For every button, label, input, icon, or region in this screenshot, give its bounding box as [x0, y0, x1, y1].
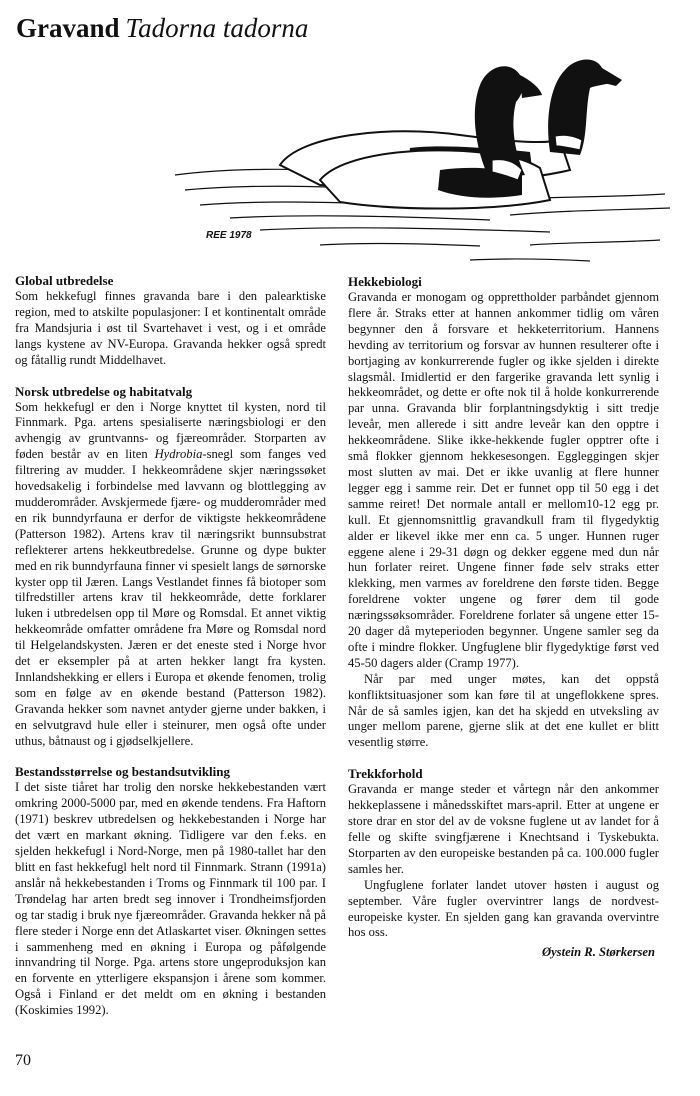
section-paragraph: Gravanda er monogam og opprettholder parbåndet gjennom flere år. Straks etter at hannen ankommer tidlig om våren begynner den å forsvare et hekketerritorium. Hannens hevding av territorium og forsvar av hunnen resulterer ofte i bortjaging av konkurrerende fugler og ikke sjelden i direkte slagsmål. Imidlertid er den fargerike gravanda lett synlig i hekkeområdet, og dette er ofte nok til å holde konkurrerende par unna. Gravanda blir forplantningsdyktig i sitt tredje leveår, men allerede i sitt andre leveår kan den opptre i hekkeområdene. Slike ikke-hekkende fugler opptrer ofte i små flokker gjennom hekkesesongen. Eggleggingen skjer most slutten av mai. Det er ikke uvanlig at flere hunner legger egg i samme reir. Det er funnet opp til 50 egg i det samme reiret! Det normale antall er mellom10-12 egg pr. kull. Et gjennomsnittlig gravandkull fram til flygedyktig alder er likevel ikke mer enn ca. 5 unger. Hunnen ruger eggene alene i 29-31 døgn og dekker eggene med dun når hun forlater reiret. Ungene finner føde selv straks etter klekking, men varmes av foreldrene den første tiden. Begge foreldrene vokter ungene og fører dem til gode næringssøksområder. Foreldrene forlater så ungene etter 15-20 dager då myteperioden begynner. Ungene samler seg da ofte i mindre flokker. Ungfuglene blir flygedyktige først ved 45-50 dagers alder (Cramp 1977). — [348, 290, 659, 670]
section-paragraph: Ungfuglene forlater landet utover høsten i august og september. Våre fugler overvintrer langs de nordvest-europeiske kyster. En sjelden gang kan gravanda overvintre hos oss. — [348, 877, 659, 940]
left-column — [15, 273, 326, 1034]
section-paragraph: Gravanda er mange steder et vårtegn når den ankommer hekkeplassene i månedsskiftet mars-april. Etter at ungene er store drar en stor del av de voksne fuglene ut av landet for å felle og skifte svingfjærene i Knechtsand i Tyskebukta. Storparten av den europeiske bestanden på ca. 100.000 fugler samles her. — [348, 782, 659, 876]
section-heading: Trekkforhold — [348, 766, 423, 782]
section-paragraph: Som hekkefugl finnes gravanda bare i den palearktiske region, med to atskilte populasjoner: I et kontinentalt område fra Mandsjuria i øst til Svartehavet i vest, og i et område langs kystene av NV-Europa. Gravanda hekker også spredt og fåtallig rundt Middelhavet. — [15, 289, 326, 367]
section-population-size — [15, 764, 326, 1019]
section-paragraph: I det siste tiåret har trolig den norske hekkebestanden vært omkring 2000-5000 par, med en økende tendens. Fra Haftorn (1971) beskrev utbredelsen og hekkebestanden i Norge har det vært en markant økning. Tidligere var den f.eks. en sjelden hekkefugl i Nord-Norge, men på 1980-tallet har den blitt en fast hekkefugl helt nord til Finnmark. Strann (1991a) anslår nå hekkebestanden i Troms og Finnmark til 100 par. I Trøndelag har arten bredt seg innover i Trondheimsfjorden og tar stadig i bruk nye fjæreområder. Gravanda hekker nå på flere steder i Norge enn det Atlaskartet viser. Økningen settes i sammenheng med en økning i Europa og påfølgende innvandring til Norge. Pga. artens store ungeproduksjon kan en forvente en ytterligere ekspansjon i årene som kommer. Også i Finland er det meldt om en økning i bestanden (Koskimies 1992). — [15, 780, 326, 1018]
section-global-distribution — [15, 273, 326, 369]
author-signature: Øystein R. Størkersen — [541, 945, 655, 960]
title-latin-name: Tadorna tadorna — [125, 13, 309, 43]
section-paragraph: Som hekkefugl er den i Norge knyttet til kysten, nord til Finnmark. Pga. artens spesialiserte næringsbiologi er den avhengig av gruntvanns- og fjæreområder. Storparten av føden består av en liten Hydrobia-snegl som fanges ved filtrering av mudder. I hekkeområdene skjer næringssøket hovedsakelig i forbindelse med lavvann og blottlegging av mudderområder. Avskjermede fjære- og mudderområder med en rik bunndyrfauna er derfor de viktigste hekkeområdene (Patterson 1982). Artens krav til næringsrikt bunnsubstrat reflekterer artens hekkeutbredelse. Grunne og dype bukter med en rik bunndyrfauna finner vi spesielt langs de sørnorske kyster opp til Jæren. Langs Vestlandet finnes få biotoper som tilfredstiller artens krav til hekkeområde, dette forklarer luken i utbredelsen opp til Møre og Romsdal. Et annet viktig hekkeområde omfatter områdene fra Møre og Romsdal nord til Helgelandskysten. Jæren er det eneste sted i Norge hvor det er eksempler på at arten hekker langt fra kysten. Innlandshekking er ellers i Europa et økende fenomen, trolig som en følge av en økende bestand (Patterson 1982). Gravanda hekker som navnet antyder gjerne under bakken, i en selvutgravd hule eller i steinurer, men også ofte under uthus, båtnaust og i gjødselkjellere. — [15, 399, 326, 748]
section-migration — [348, 766, 659, 961]
section-heading: Global utbredelse — [15, 273, 114, 288]
section-heading: Bestandsstørrelse og bestandsutvikling — [15, 764, 231, 780]
section-norwegian-distribution — [15, 384, 326, 750]
right-column — [348, 274, 659, 976]
illustration-signature: REE 1978 — [206, 230, 252, 241]
section-heading: Hekkebiologi — [348, 274, 422, 289]
section-heading: Norsk utbredelse og habitatvalg — [15, 383, 193, 399]
section-paragraph: Når par med unger møtes, kan det oppstå konfliktsituasjoner som kan føre til at ungeflokkene spres. Når de så samles igjen, kan det ha skjedd en utveksling av unger mellom parene, gjerne slik at det ene kullet er blitt vesentlig større. — [348, 671, 659, 750]
section-breeding-biology — [348, 274, 659, 751]
page-number: 70 — [15, 1052, 31, 1069]
title-common-name: Gravand — [16, 13, 120, 43]
shelduck-illustration — [170, 40, 675, 270]
